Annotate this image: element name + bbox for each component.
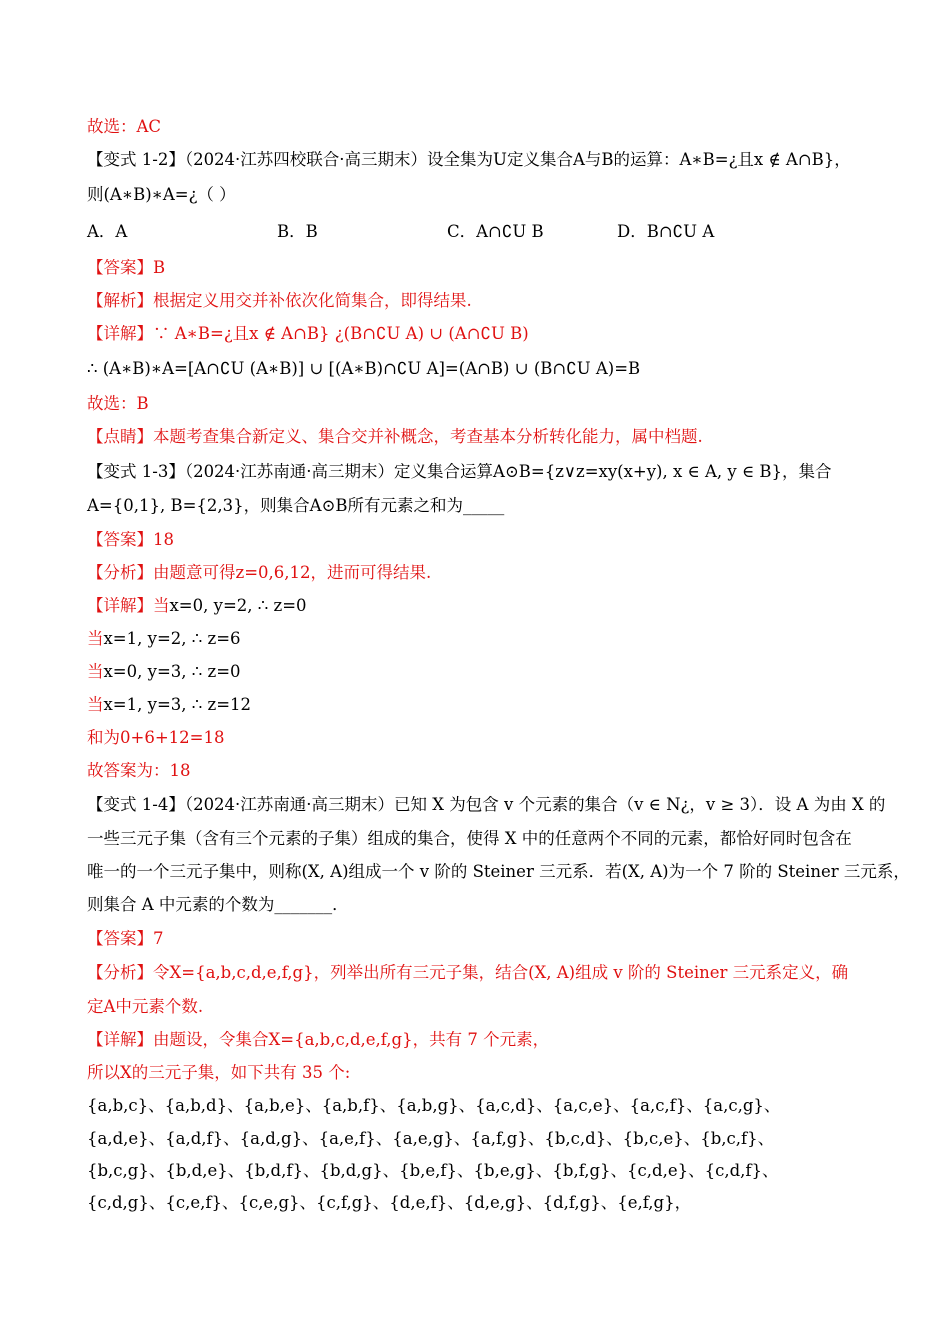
text-line: 【变式 1-2】（2024·江苏四校联合·高三期末）设全集为U定义集合A与B的运算：A∗B=¿且x ∉ A∩B}， [87,150,851,169]
answer-line: 【答案】7 [87,929,164,948]
detail-line: 【详解】由题设，令集合X={a,b,c,d,e,f,g}，共有 7 个元素， [87,1030,550,1049]
text-line: 故答案为：18 [87,761,191,780]
line-prefix: 当 [87,662,104,681]
detail-line [87,595,870,617]
line-math: x=1, y=2, ∴ z=6 [103,629,241,648]
text-line: 【变式 1-4】（2024·江苏南通·高三期末）已知 X 为包含 v 个元素的集合（v ∈ N¿，v ≥ 3）．设 A 为由 X 的 [87,795,886,814]
text-line [87,661,870,683]
comment-line: 【点睛】本题考查集合新定义、集合交并补概念，考查基本分析转化能力，属中档题. [87,427,703,446]
text-line: 唯一的一个三元子集中，则称(X, A)组成一个 v 阶的 Steiner 三元系．若(X, A)为一个 7 阶的 Steiner 三元系， [87,862,910,881]
text-line: 所以X的三元子集，如下共有 35 个: [87,1063,351,1082]
line-math: x=1, y=3, ∴ z=12 [103,695,252,714]
subset-list-line: {a,d,e}、{a,d,f}、{a,d,g}、{a,e,f}、{a,e,g}、{a,f,g}、{b,c,d}、{b,c,e}、{b,c,f}、 [87,1129,775,1148]
text-line: 【变式 1-3】（2024·江苏南通·高三期末）定义集合运算A⊙B={z∨z=xy(x+y), x ∈ A, y ∈ B}，集合 [87,462,832,481]
detail-line: 【详解】∵ A∗B=¿且x ∉ A∩B} ¿(B∩∁U A) ∪ (A∩∁U B) [87,324,529,343]
option-b: B．B [277,222,318,241]
line-prefix: 当 [87,695,104,714]
text-line [87,694,870,716]
subset-list-line: {b,c,g}、{b,d,e}、{b,d,f}、{b,d,g}、{b,e,f}、{b,e,g}、{b,f,g}、{c,d,e}、{c,d,f}、 [87,1161,779,1180]
answer-line: 【答案】18 [87,530,174,549]
detail-prefix: 【详解】当 [87,596,170,615]
analysis-line: 【分析】令X={a,b,c,d,e,f,g}，列举出所有三元子集，结合(X, A)组成 v 阶的 Steiner 三元系定义，确 [87,963,849,982]
subset-list-line: {a,b,c}、{a,b,d}、{a,b,e}、{a,b,f}、{a,b,g}、{a,c,d}、{a,c,e}、{a,c,f}、{a,c,g}、 [87,1096,781,1115]
text-line: 则集合 A 中元素的个数为_______． [87,895,349,914]
analysis-line: 【解析】根据定义用交并补依次化简集合，即得结果. [87,291,472,310]
text-line: 和为0+6+12=18 [87,728,225,747]
text-line [87,628,870,650]
detail-math: x=0, y=2, ∴ z=0 [169,596,307,615]
line-math: x=0, y=3, ∴ z=0 [103,662,241,681]
text-line: 一些三元子集（含有三个元素的子集）组成的集合，使得 X 中的任意两个不同的元素，都恰好同时包含在 [87,829,852,848]
option-a: A．A [87,222,128,241]
option-d: D．B∩∁U A [617,222,715,241]
answer-line: 【答案】B [87,258,166,277]
option-c: C．A∩∁U B [447,222,544,241]
line-prefix: 当 [87,629,104,648]
text-line: 则(A∗B)∗A=¿（ ） [87,185,236,204]
text-line: 定A中元素个数. [87,997,204,1016]
text-line: 故选：B [87,394,149,413]
text-line: A={0,1}, B={2,3}，则集合A⊙B所有元素之和为_____ [87,496,505,515]
text-line: ∴ (A∗B)∗A=[A∩∁U (A∗B)] ∪ [(A∗B)∩∁U A]=(A∩B) ∪ (B∩∁U A)=B [87,359,641,378]
text-line: 故选：AC [87,117,162,136]
subset-list-line: {c,d,g}、{c,e,f}、{c,e,g}、{c,f,g}、{d,e,f}、{d,e,g}、{d,f,g}、{e,f,g}， [87,1193,692,1212]
analysis-line: 【分析】由题意可得z=0,6,12，进而可得结果. [87,563,432,582]
